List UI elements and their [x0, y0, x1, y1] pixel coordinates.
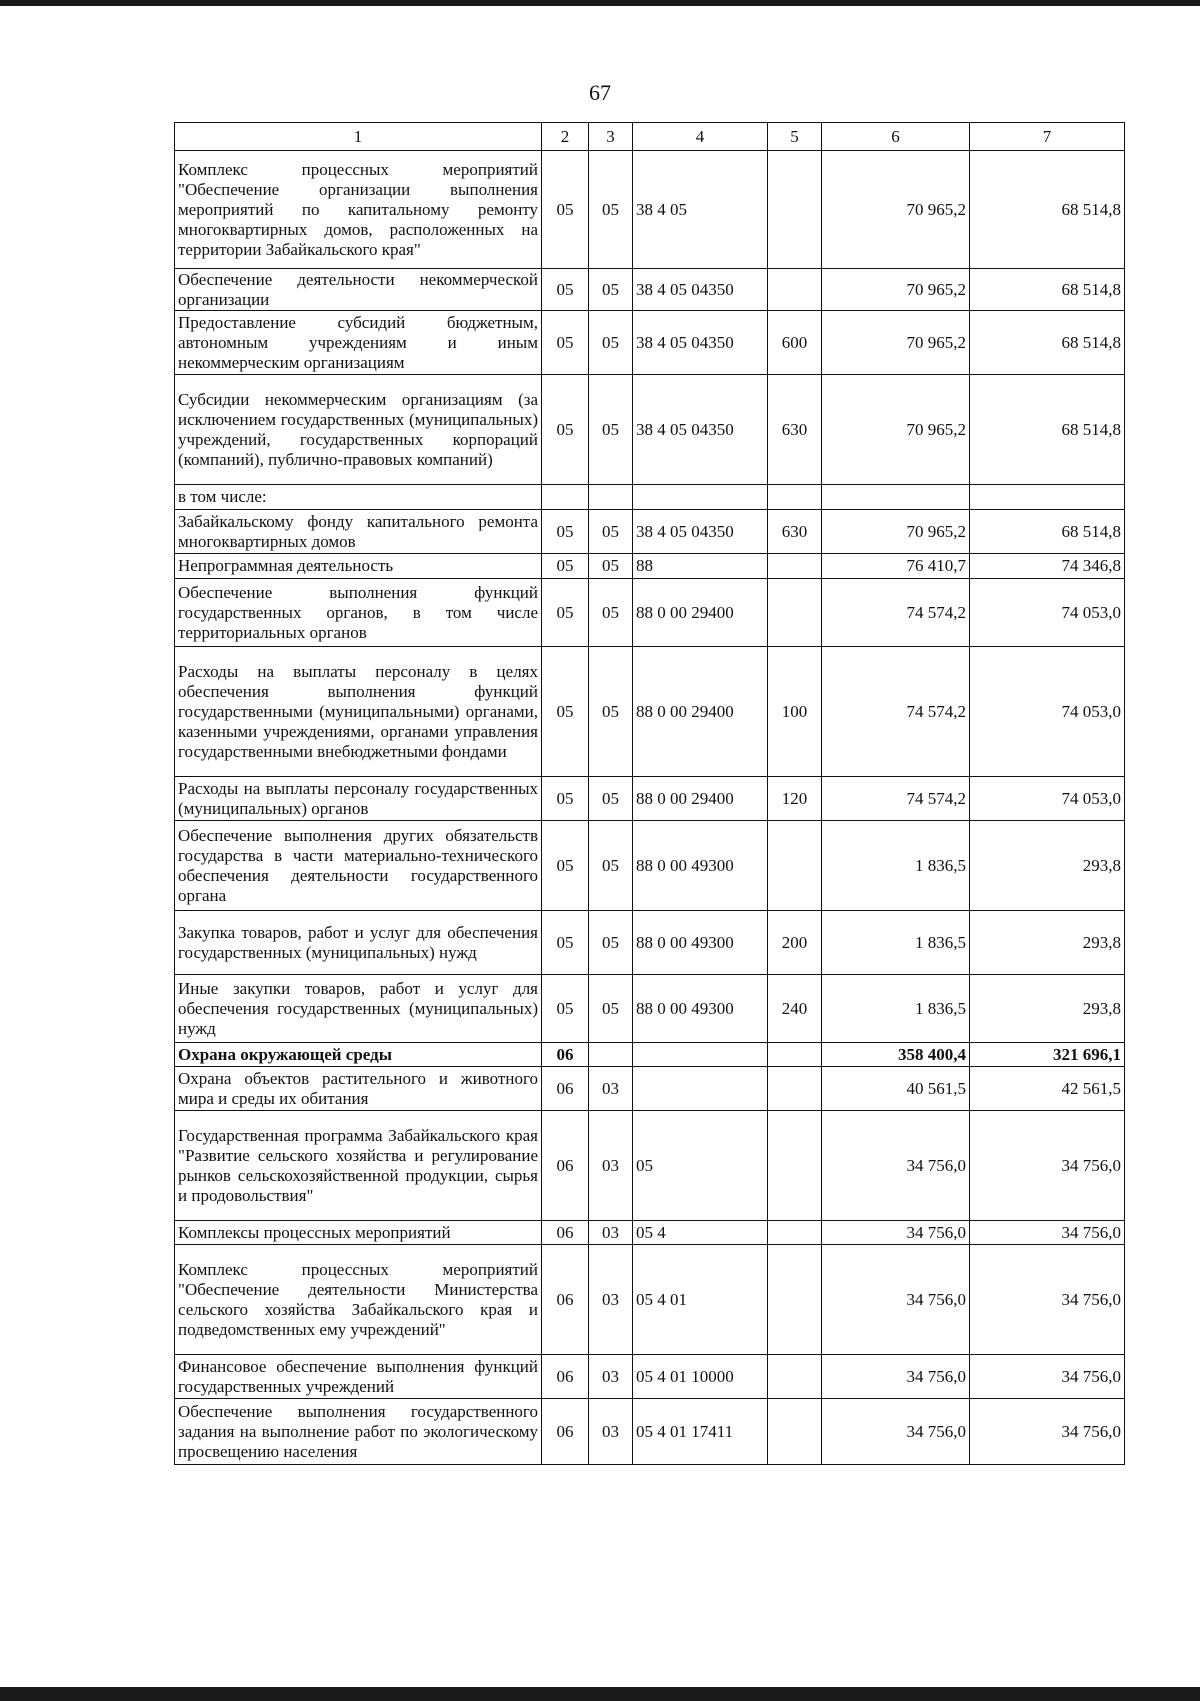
bottom-scan-border: [0, 1687, 1200, 1701]
section-code-cell: 05: [542, 554, 589, 579]
target-article-cell: 38 4 05: [633, 151, 768, 269]
amount-col7-cell: 68 514,8: [970, 510, 1125, 554]
expense-type-cell: 600: [768, 311, 822, 375]
target-article-cell: 05: [633, 1111, 768, 1221]
row-name-cell: Забайкальскому фонду капитального ремонта многоквартирных домов: [175, 510, 542, 554]
target-article-cell: 88 0 00 49300: [633, 975, 768, 1043]
table-header-row: [175, 123, 1125, 151]
row-name-cell: в том числе:: [175, 485, 542, 510]
amount-col6-cell: 70 965,2: [822, 151, 970, 269]
table-row: [175, 1221, 1125, 1245]
table-row: [175, 975, 1125, 1043]
subsection-code-cell: 03: [589, 1245, 633, 1355]
section-code-cell: 05: [542, 311, 589, 375]
amount-col6-cell: 34 756,0: [822, 1111, 970, 1221]
row-name-cell: Предоставление субсидий бюджетным, автономным учреждениям и иным некоммерческим организациям: [175, 311, 542, 375]
column-header: 4: [633, 123, 768, 151]
table-row: [175, 647, 1125, 777]
section-code-cell: 05: [542, 375, 589, 485]
amount-col6-cell: 34 756,0: [822, 1245, 970, 1355]
section-code-cell: 05: [542, 647, 589, 777]
subsection-code-cell: 05: [589, 821, 633, 911]
expense-type-cell: 200: [768, 911, 822, 975]
expense-type-cell: [768, 269, 822, 311]
amount-col7-cell: 74 346,8: [970, 554, 1125, 579]
amount-col6-cell: 70 965,2: [822, 375, 970, 485]
amount-col7-cell: 293,8: [970, 975, 1125, 1043]
amount-col7-cell: 68 514,8: [970, 375, 1125, 485]
subsection-code-cell: [589, 1043, 633, 1067]
row-name-cell: Иные закупки товаров, работ и услуг для обеспечения государственных (муниципальных) нужд: [175, 975, 542, 1043]
expense-type-cell: [768, 1111, 822, 1221]
row-name-cell: Обеспечение выполнения других обязательств государства в части материально-технического обеспечения деятельности государственного органа: [175, 821, 542, 911]
target-article-cell: 38 4 05 04350: [633, 269, 768, 311]
target-article-cell: [633, 485, 768, 510]
column-header: 1: [175, 123, 542, 151]
section-code-cell: 06: [542, 1043, 589, 1067]
section-code-cell: 06: [542, 1067, 589, 1111]
row-name-cell: Финансовое обеспечение выполнения функций государственных учреждений: [175, 1355, 542, 1399]
amount-col7-cell: 68 514,8: [970, 151, 1125, 269]
table-row: [175, 821, 1125, 911]
target-article-cell: 05 4: [633, 1221, 768, 1245]
subsection-code-cell: 05: [589, 554, 633, 579]
subsection-code-cell: 05: [589, 975, 633, 1043]
expense-type-cell: 240: [768, 975, 822, 1043]
subsection-code-cell: 05: [589, 311, 633, 375]
expense-type-cell: [768, 1067, 822, 1111]
column-header: 5: [768, 123, 822, 151]
section-code-cell: [542, 485, 589, 510]
row-name-cell: Субсидии некоммерческим организациям (за исключением государственных (муниципальных) учреждений, государственных корпораций (компаний), публично-правовых компаний): [175, 375, 542, 485]
amount-col7-cell: 34 756,0: [970, 1355, 1125, 1399]
column-header: 7: [970, 123, 1125, 151]
expense-type-cell: [768, 821, 822, 911]
expense-type-cell: [768, 1355, 822, 1399]
subsection-code-cell: 05: [589, 151, 633, 269]
amount-col7-cell: 321 696,1: [970, 1043, 1125, 1067]
table-row: [175, 1067, 1125, 1111]
column-header: 2: [542, 123, 589, 151]
amount-col7-cell: 42 561,5: [970, 1067, 1125, 1111]
table-row: [175, 269, 1125, 311]
target-article-cell: [633, 1043, 768, 1067]
expense-type-cell: [768, 151, 822, 269]
row-name-cell: Комплексы процессных мероприятий: [175, 1221, 542, 1245]
amount-col7-cell: 68 514,8: [970, 311, 1125, 375]
section-code-cell: 06: [542, 1355, 589, 1399]
target-article-cell: [633, 1067, 768, 1111]
amount-col7-cell: 74 053,0: [970, 647, 1125, 777]
target-article-cell: 88 0 00 29400: [633, 647, 768, 777]
target-article-cell: 88: [633, 554, 768, 579]
amount-col6-cell: [822, 485, 970, 510]
table-row: [175, 311, 1125, 375]
expense-type-cell: [768, 1221, 822, 1245]
section-code-cell: 05: [542, 579, 589, 647]
row-name-cell: Охрана окружающей среды: [175, 1043, 542, 1067]
row-name-cell: Обеспечение деятельности некоммерческой организации: [175, 269, 542, 311]
amount-col6-cell: 40 561,5: [822, 1067, 970, 1111]
table-row: [175, 151, 1125, 269]
section-code-cell: 05: [542, 777, 589, 821]
expense-type-cell: [768, 1245, 822, 1355]
table-row: [175, 1111, 1125, 1221]
amount-col6-cell: 74 574,2: [822, 777, 970, 821]
expense-type-cell: [768, 1399, 822, 1465]
subsection-code-cell: 03: [589, 1111, 633, 1221]
subsection-code-cell: 03: [589, 1355, 633, 1399]
amount-col6-cell: 34 756,0: [822, 1399, 970, 1465]
section-code-cell: 05: [542, 269, 589, 311]
row-name-cell: Обеспечение выполнения государственного задания на выполнение работ по экологическому просвещению населения: [175, 1399, 542, 1465]
subsection-code-cell: 05: [589, 510, 633, 554]
table-row: [175, 1355, 1125, 1399]
row-name-cell: Расходы на выплаты персоналу государственных (муниципальных) органов: [175, 777, 542, 821]
table-row: [175, 485, 1125, 510]
row-name-cell: Обеспечение выполнения функций государственных органов, в том числе территориальных органов: [175, 579, 542, 647]
expense-type-cell: 630: [768, 510, 822, 554]
amount-col6-cell: 34 756,0: [822, 1221, 970, 1245]
table-row: [175, 1245, 1125, 1355]
amount-col6-cell: 70 965,2: [822, 510, 970, 554]
target-article-cell: 88 0 00 29400: [633, 579, 768, 647]
amount-col7-cell: 74 053,0: [970, 579, 1125, 647]
table-row: [175, 1399, 1125, 1465]
section-code-cell: 05: [542, 510, 589, 554]
section-code-cell: 05: [542, 911, 589, 975]
amount-col7-cell: 34 756,0: [970, 1221, 1125, 1245]
section-code-cell: 06: [542, 1399, 589, 1465]
amount-col6-cell: 70 965,2: [822, 269, 970, 311]
target-article-cell: 05 4 01: [633, 1245, 768, 1355]
amount-col6-cell: 74 574,2: [822, 579, 970, 647]
expense-type-cell: [768, 485, 822, 510]
expense-type-cell: [768, 554, 822, 579]
target-article-cell: 05 4 01 10000: [633, 1355, 768, 1399]
top-scan-border: [0, 0, 1200, 6]
amount-col7-cell: 34 756,0: [970, 1111, 1125, 1221]
target-article-cell: 38 4 05 04350: [633, 311, 768, 375]
amount-col6-cell: 358 400,4: [822, 1043, 970, 1067]
amount-col6-cell: 1 836,5: [822, 911, 970, 975]
amount-col7-cell: 293,8: [970, 911, 1125, 975]
subsection-code-cell: 05: [589, 777, 633, 821]
page-number: 67: [589, 80, 611, 105]
table-row: [175, 777, 1125, 821]
amount-col6-cell: 1 836,5: [822, 821, 970, 911]
section-code-cell: 06: [542, 1111, 589, 1221]
table-row: [175, 375, 1125, 485]
amount-col7-cell: 293,8: [970, 821, 1125, 911]
table-row: [175, 911, 1125, 975]
row-name-cell: Комплекс процессных мероприятий "Обеспечение деятельности Министерства сельского хозяйства Забайкальского края и подведомственных ему учреждений": [175, 1245, 542, 1355]
target-article-cell: 88 0 00 29400: [633, 777, 768, 821]
row-name-cell: Непрограммная деятельность: [175, 554, 542, 579]
expense-type-cell: 630: [768, 375, 822, 485]
row-name-cell: Закупка товаров, работ и услуг для обеспечения государственных (муниципальных) нужд: [175, 911, 542, 975]
column-header: 3: [589, 123, 633, 151]
amount-col6-cell: 70 965,2: [822, 311, 970, 375]
expense-type-cell: [768, 1043, 822, 1067]
table-row: [175, 579, 1125, 647]
section-code-cell: 05: [542, 151, 589, 269]
amount-col7-cell: 34 756,0: [970, 1399, 1125, 1465]
subsection-code-cell: 03: [589, 1221, 633, 1245]
target-article-cell: 88 0 00 49300: [633, 911, 768, 975]
section-code-cell: 05: [542, 975, 589, 1043]
amount-col6-cell: 76 410,7: [822, 554, 970, 579]
subsection-code-cell: 05: [589, 269, 633, 311]
amount-col7-cell: 74 053,0: [970, 777, 1125, 821]
subsection-code-cell: 05: [589, 647, 633, 777]
amount-col7-cell: 68 514,8: [970, 269, 1125, 311]
subsection-code-cell: 05: [589, 579, 633, 647]
target-article-cell: 05 4 01 17411: [633, 1399, 768, 1465]
expense-type-cell: 120: [768, 777, 822, 821]
amount-col6-cell: 1 836,5: [822, 975, 970, 1043]
amount-col6-cell: 34 756,0: [822, 1355, 970, 1399]
section-code-cell: 06: [542, 1245, 589, 1355]
subsection-code-cell: 03: [589, 1067, 633, 1111]
row-name-cell: Комплекс процессных мероприятий "Обеспечение организации выполнения мероприятий по капитальному ремонту многоквартирных домов, расположенных на территории Забайкальского края": [175, 151, 542, 269]
subsection-code-cell: [589, 485, 633, 510]
table-row: [175, 1043, 1125, 1067]
subsection-code-cell: 05: [589, 375, 633, 485]
budget-table: [174, 122, 1125, 1465]
subsection-code-cell: 05: [589, 911, 633, 975]
expense-type-cell: 100: [768, 647, 822, 777]
target-article-cell: 38 4 05 04350: [633, 375, 768, 485]
table-row: [175, 554, 1125, 579]
amount-col7-cell: 34 756,0: [970, 1245, 1125, 1355]
row-name-cell: Охрана объектов растительного и животного мира и среды их обитания: [175, 1067, 542, 1111]
amount-col7-cell: [970, 485, 1125, 510]
section-code-cell: 06: [542, 1221, 589, 1245]
table-row: [175, 510, 1125, 554]
row-name-cell: Расходы на выплаты персоналу в целях обеспечения выполнения функций государственными (муниципальными) органами, казенными учреждениями, органами управления государственными внебюджетными фондами: [175, 647, 542, 777]
section-code-cell: 05: [542, 821, 589, 911]
subsection-code-cell: 03: [589, 1399, 633, 1465]
amount-col6-cell: 74 574,2: [822, 647, 970, 777]
column-header: 6: [822, 123, 970, 151]
target-article-cell: 38 4 05 04350: [633, 510, 768, 554]
row-name-cell: Государственная программа Забайкальского края "Развитие сельского хозяйства и регулирование рынков сельскохозяйственной продукции, сырья и продовольствия": [175, 1111, 542, 1221]
expense-type-cell: [768, 579, 822, 647]
target-article-cell: 88 0 00 49300: [633, 821, 768, 911]
